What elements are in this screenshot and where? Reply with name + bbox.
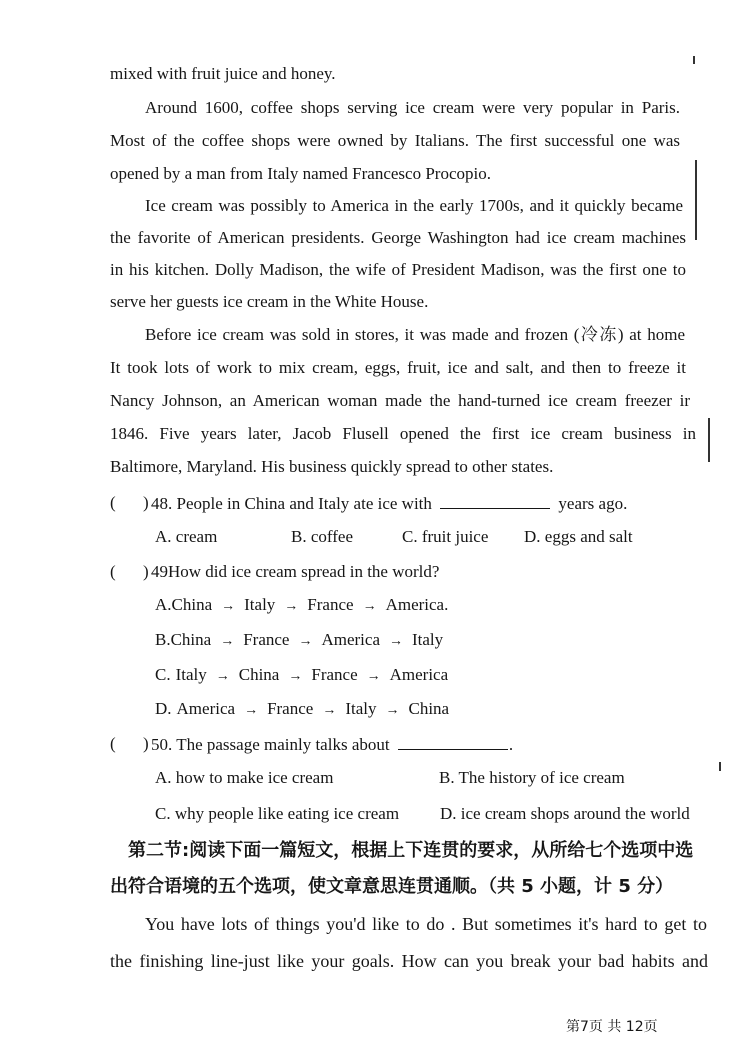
passage-line: Ice cream was possibly to America in the early 1700s, and it quickly became [145, 196, 683, 215]
option-a: A. cream [155, 527, 218, 546]
passage-line: in his kitchen. Dolly Madison, the wife of President Madison, was the first one to [110, 260, 686, 279]
option-c: C. fruit juice [402, 527, 489, 546]
arrow-right-icon: → [389, 634, 403, 649]
route-step: Italy [345, 699, 377, 718]
route-step: America. [385, 595, 449, 614]
question-stem: 49How did ice cream spread in the world? [151, 562, 440, 581]
passage-line: Most of the coffee shops were owned by Italians. The first successful one was [110, 131, 680, 150]
answer-paren-close: ) [143, 562, 149, 581]
option-label: A. [155, 595, 172, 614]
section-heading: 出符合语境的五个选项，使文章意思连贯通顺。（共 5 小题，计 5 分） [110, 876, 674, 897]
option-b: B. The history of ice cream [439, 768, 625, 787]
arrow-right-icon: → [362, 599, 377, 614]
route-step: Italy [175, 665, 207, 684]
question-stem [151, 734, 513, 755]
question-stem-text: 48. People in China and Italy ate ice with [151, 494, 432, 513]
option-b: B. coffee [291, 527, 353, 546]
arrow-right-icon: → [366, 669, 381, 684]
passage-line: You have lots of things you'd like to do . But sometimes it's hard to get to [145, 914, 707, 934]
passage-line: serve her guests ice cream in the White House. [110, 292, 429, 311]
page-number: 第7页 共 12页 [566, 1019, 658, 1035]
route-step: France [243, 630, 290, 649]
passage-line: opened by a man from Italy named Francesco Procopio. [110, 164, 491, 183]
option-a [155, 595, 448, 617]
passage-line: the favorite of American presidents. George Washington had ice cream machines [110, 228, 686, 247]
arrow-right-icon: → [221, 599, 236, 614]
arrow-right-icon: → [220, 634, 235, 649]
option-d [155, 699, 449, 721]
passage-line: Baltimore, Maryland. His business quickly spread to other states. [110, 457, 554, 476]
option-d: D. ice cream shops around the world [440, 804, 690, 823]
option-label: C. [155, 665, 171, 684]
option-c [155, 665, 448, 687]
scan-mark [693, 56, 695, 64]
arrow-right-icon: → [288, 669, 303, 684]
route-step: China [170, 630, 212, 649]
passage-line: the finishing line-just like your goals. How can you break your bad habits and [110, 951, 708, 971]
option-c: C. why people like eating ice cream [155, 804, 400, 823]
answer-paren-open: ( [110, 734, 116, 753]
scan-mark [708, 418, 710, 462]
arrow-right-icon: → [385, 703, 400, 718]
answer-paren-open: ( [110, 493, 116, 512]
route-step: Italy [412, 630, 444, 649]
route-step: America [321, 630, 380, 649]
answer-paren-close: ) [143, 493, 149, 512]
route-step: America [389, 665, 449, 684]
option-label: B. [155, 630, 171, 649]
arrow-right-icon: → [322, 703, 337, 718]
route-step: Italy [244, 595, 276, 614]
question-stem-text: 50. The passage mainly talks about [151, 735, 390, 754]
passage-line: Nancy Johnson, an American woman made the hand-turned ice cream freezer ir [110, 391, 690, 410]
passage-line: Before ice cream was sold in stores, it was made and frozen (冷冻) at home [145, 325, 685, 344]
option-d: D. eggs and salt [524, 527, 633, 546]
question-stem [151, 493, 627, 514]
route-step: America [176, 699, 236, 718]
arrow-right-icon: → [244, 703, 259, 718]
passage-line: Around 1600, coffee shops serving ice cream were very popular in Paris. [145, 98, 680, 117]
route-step: France [267, 699, 314, 718]
route-step: China [171, 595, 213, 614]
arrow-right-icon: → [284, 599, 299, 614]
scan-mark [695, 160, 697, 240]
passage-line: mixed with fruit juice and honey. [110, 64, 336, 83]
option-a: A. how to make ice cream [155, 768, 334, 787]
route-step: France [311, 665, 358, 684]
arrow-right-icon: → [215, 669, 230, 684]
passage-line: It took lots of work to mix cream, eggs, fruit, ice and salt, and then to freeze it [110, 358, 686, 377]
route-step: China [408, 699, 450, 718]
answer-blank [398, 734, 508, 750]
answer-paren-open: ( [110, 562, 116, 581]
passage-line: 1846. Five years later, Jacob Flusell opened the first ice cream business in [110, 424, 696, 443]
option-b [155, 630, 443, 652]
answer-paren-close: ) [143, 734, 149, 753]
question-stem-text: . [508, 735, 514, 754]
section-heading: 第二节:阅读下面一篇短文，根据上下连贯的要求，从所给七个选项中选 [128, 840, 694, 861]
answer-blank [440, 493, 550, 509]
option-label: D. [155, 699, 172, 718]
question-stem-text: years ago. [558, 494, 628, 513]
scan-mark [719, 762, 721, 771]
arrow-right-icon: → [298, 634, 313, 649]
route-step: China [238, 665, 280, 684]
route-step: France [307, 595, 354, 614]
